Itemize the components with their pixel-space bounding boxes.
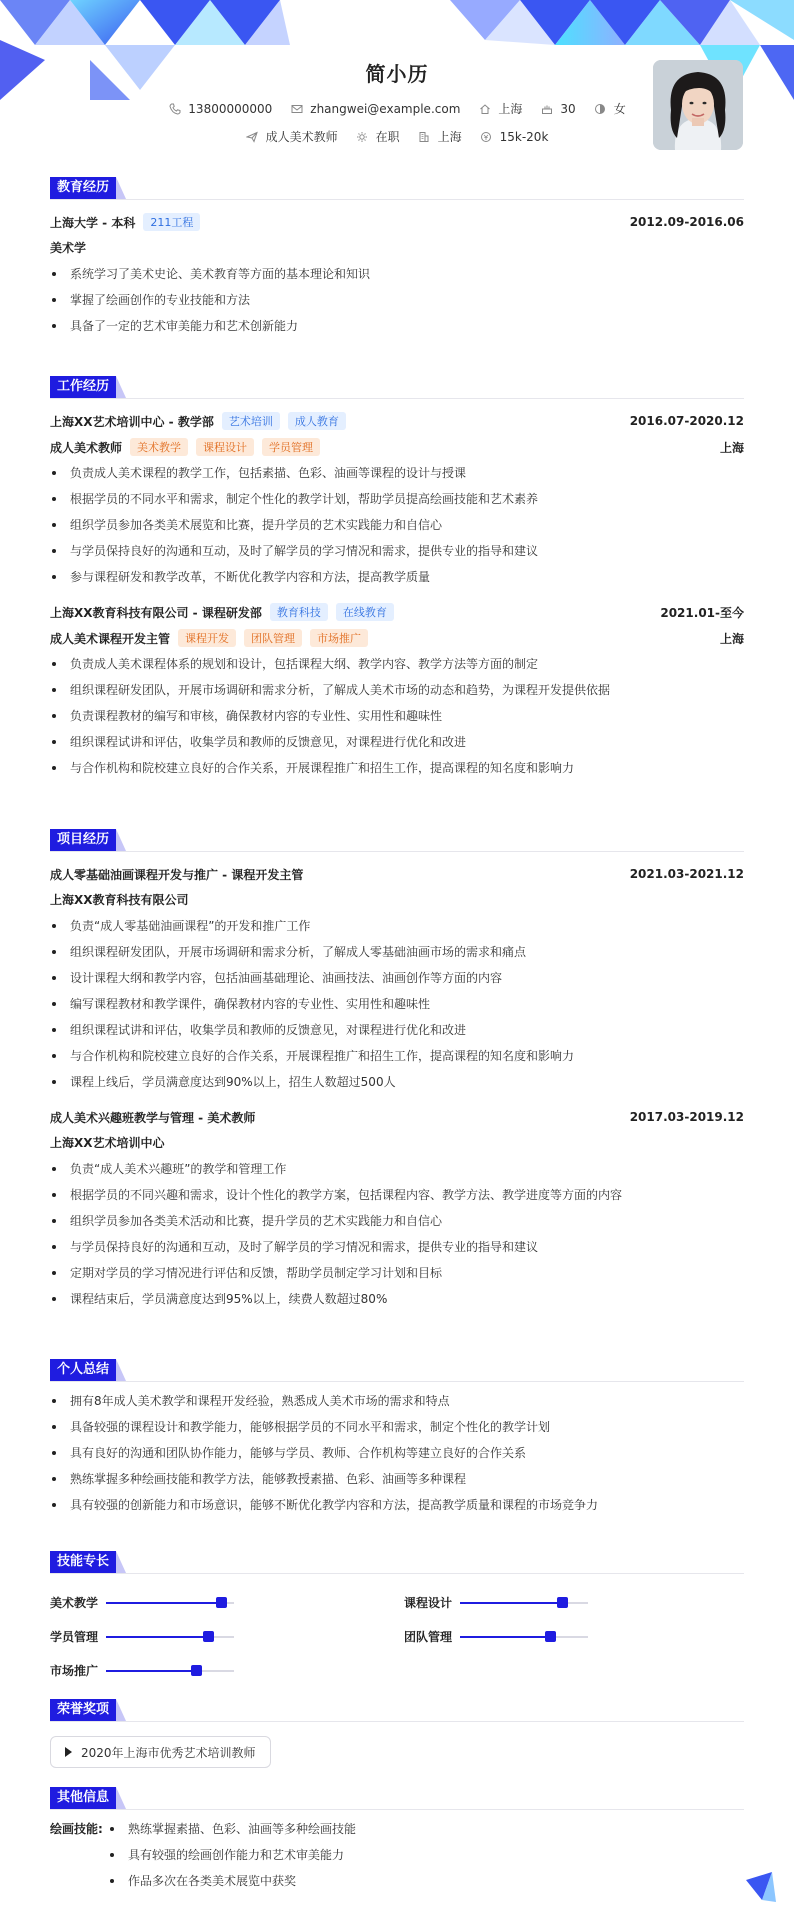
skill-tag: 市场推广 [310,629,368,647]
project-name: 成人美术兴趣班教学与管理 - 美术教师 [50,1110,256,1125]
building-icon [418,130,431,143]
project-list [50,913,744,1095]
list-item: 具备了一定的艺术审美能力和艺术创新能力 [50,313,744,339]
list-item: 负责课程教材的编写和审核，确保教材内容的专业性、实用性和趣味性 [50,703,744,729]
skill-fill [460,1602,562,1604]
list-item: 与学员保持良好的沟通和互动，及时了解学员的学习情况和需求，提供专业的指导和建议 [50,1234,744,1260]
section-title: 个人总结 [50,1359,116,1381]
contact-email-text: zhangwei@example.com [310,101,461,116]
skill-fill [460,1636,550,1638]
skill-bar [106,1636,234,1638]
list-item: 系统学习了美术史论、美术教育等方面的基本理论和知识 [50,261,744,287]
other-section [50,1788,744,1894]
job-duties-list [50,460,744,590]
project-org: 上海XX艺术培训中心 [50,1136,165,1150]
major: 美术学 [50,241,87,255]
list-item: 熟练掌握素描、色彩、油画等多种绘画技能 [108,1816,356,1842]
education-period: 2012.09-2016.06 [629,215,744,229]
contact-age-text: 30 [560,101,576,116]
project-list [50,1156,744,1312]
projects-section [50,830,744,1312]
section-title: 技能专长 [50,1551,116,1573]
corner-decoration [744,1866,780,1906]
company-tag: 在线教育 [336,603,394,621]
salary-icon [480,130,493,143]
list-item: 具有良好的沟通和团队协作能力，能够与学员、教师、合作机构等建立良好的合作关系 [50,1440,744,1466]
list-item: 组织学员参加各类美术展览和比赛，提升学员的艺术实践能力和自信心 [50,512,744,538]
skill-item [404,1594,588,1611]
job-position-row [50,628,744,648]
list-item: 负责“成人美术兴趣班”的教学和管理工作 [50,1156,744,1182]
honors-section [50,1700,744,1768]
contact-status-text: 在职 [375,130,400,144]
summary-title-bar [50,1360,744,1382]
summary-section [50,1360,744,1518]
skill-bar [460,1636,588,1638]
school-name: 上海大学 - 本科 [50,215,136,230]
contact-age [540,102,575,116]
list-item: 参与课程研发和教学改革，不断优化教学内容和方法，提高教学质量 [50,564,744,590]
job-position-row [50,437,744,457]
list-item: 与合作机构和院校建立良好的合作关系，开展课程推广和招生工作，提高课程的知名度和影响力 [50,1043,744,1069]
summary-list [50,1388,744,1518]
award-item [50,1736,271,1768]
skill-bar [106,1670,234,1672]
project-period: 2017.03-2019.12 [629,1110,744,1124]
project-period: 2021.03-2021.12 [629,867,744,881]
list-item: 熟练掌握多种绘画技能和教学方法，能够教授素描、色彩、油画等多种课程 [50,1466,744,1492]
list-item: 掌握了绘画创作的专业技能和方法 [50,287,744,313]
other-label: 绘画技能: [50,1822,103,1836]
gender-icon [594,102,607,115]
list-item: 组织课程试讲和评估，收集学员和教师的反馈意见，对课程进行优化和改进 [50,1017,744,1043]
age-icon [540,102,553,115]
contact-status [356,128,400,145]
section-title: 其他信息 [50,1787,116,1809]
skill-tag: 课程开发 [178,629,236,647]
list-item: 具有较强的绘画创作能力和艺术审美能力 [108,1842,356,1868]
skill-fill [106,1636,208,1638]
list-item: 负责“成人零基础油画课程”的开发和推广工作 [50,913,744,939]
education-list [50,261,744,339]
triangle-icon [65,1747,72,1757]
job-duties-list [50,651,744,781]
contact-salary [480,130,549,144]
list-item: 作品多次在各类美术展览中获奖 [108,1868,356,1894]
project-name: 成人零基础油画课程开发与推广 - 课程开发主管 [50,867,304,882]
education-header-row [50,212,744,232]
list-item: 具有较强的创新能力和市场意识，能够不断优化教学内容和方法，提高教学质量和课程的市场竞争力 [50,1492,744,1518]
section-title: 荣誉奖项 [50,1699,116,1721]
skill-bar [460,1602,588,1604]
list-item: 课程结束后，学员满意度达到95%以上，续费人数超过80% [50,1286,744,1312]
section-title: 教育经历 [50,177,116,199]
skill-knob [191,1665,202,1676]
skill-fill [106,1670,196,1672]
list-item: 根据学员的不同兴趣和需求，设计个性化的教学方案，包括课程内容、教学方法、教学进度等方面的内容 [50,1182,744,1208]
work-section [50,377,744,781]
contact-gender-text: 女 [613,102,626,116]
skill-name: 市场推广 [50,1664,99,1678]
job-period: 2021.01-至今 [660,605,744,620]
project-header-row [50,864,744,884]
list-item: 课程上线后，学员满意度达到90%以上，招生人数超过500人 [50,1069,744,1095]
skill-tag: 学员管理 [262,438,320,456]
job-position: 成人美术教师 [50,440,123,455]
skill-knob [203,1631,214,1642]
contact-email [290,102,460,116]
skill-name: 学员管理 [50,1630,99,1644]
list-item: 负责成人美术课程的教学工作，包括素描、色彩、油画等课程的设计与授课 [50,460,744,486]
job-header-row [50,411,744,431]
contact-position [246,128,338,145]
skill-name: 课程设计 [404,1596,453,1610]
mail-icon [290,102,303,115]
list-item: 组织课程试讲和评估，收集学员和教师的反馈意见，对课程进行优化和改进 [50,729,744,755]
contact-city [478,100,522,117]
job-city: 上海 [719,440,744,455]
contact-phone-text: 13800000000 [188,101,273,116]
send-icon [246,130,259,143]
skill-item [50,1594,234,1611]
phone-icon [168,102,181,115]
contact-gender [594,100,626,117]
project-header-row [50,1107,744,1127]
honors-title-bar [50,1700,744,1722]
other-row [50,1816,744,1894]
skill-bar [106,1602,234,1604]
list-item: 组织课程研发团队，开展市场调研和需求分析，了解成人美术市场的动态和趋势，为课程开发提供依据 [50,677,744,703]
projects-title-bar [50,830,744,852]
skill-knob [216,1597,227,1608]
skill-item [50,1628,234,1645]
contact-city-text: 上海 [498,102,523,116]
contact-phone [168,102,272,116]
list-item: 与合作机构和院校建立良好的合作关系，开展课程推广和招生工作，提高课程的知名度和影响力 [50,755,744,781]
company-tag: 成人教育 [288,412,346,430]
list-item: 与学员保持良好的沟通和互动，及时了解学员的学习情况和需求，提供专业的指导和建议 [50,538,744,564]
education-title-bar [50,178,744,200]
award-text: 2020年上海市优秀艺术培训教师 [81,1745,256,1760]
list-item: 根据学员的不同水平和需求，制定个性化的教学计划，帮助学员提高绘画技能和艺术素养 [50,486,744,512]
company-name: 上海XX教育科技有限公司 - 课程研发部 [50,605,262,620]
skill-name: 团队管理 [404,1630,453,1644]
company-name: 上海XX艺术培训中心 - 教学部 [50,414,214,429]
list-item: 组织课程研发团队，开展市场调研和需求分析，了解成人零基础油画市场的需求和痛点 [50,939,744,965]
job-header-row [50,602,744,622]
skill-tag: 美术教学 [130,438,188,456]
contact-work-city [418,128,462,145]
skills-title-bar [50,1552,744,1574]
skill-knob [557,1597,568,1608]
section-title: 工作经历 [50,376,116,398]
work-title-bar [50,377,744,399]
skill-tag: 团队管理 [244,629,302,647]
home-icon [478,102,491,115]
skills-section [50,1552,744,1574]
contact-work-city-text: 上海 [437,130,462,144]
skill-fill [106,1602,221,1604]
job-city: 上海 [719,631,744,646]
list-item: 负责成人美术课程体系的规划和设计，包括课程大纲、教学内容、教学方法等方面的制定 [50,651,744,677]
skill-knob [545,1631,556,1642]
skill-tag: 课程设计 [196,438,254,456]
education-section [50,178,744,339]
skill-item [50,1662,234,1679]
contact-position-text: 成人美术教师 [265,130,338,144]
other-title-bar [50,1788,744,1810]
list-item: 编写课程教材和教学课件，确保教材内容的专业性、实用性和趣味性 [50,991,744,1017]
skill-item [404,1628,588,1645]
list-item: 组织学员参加各类美术活动和比赛，提升学员的艺术实践能力和自信心 [50,1208,744,1234]
list-item: 设计课程大纲和教学内容，包括油画基础理论、油画技法、油画创作等方面的内容 [50,965,744,991]
resume-name: 简小历 [365,62,429,86]
avatar [653,60,743,150]
company-tag: 教育科技 [270,603,328,621]
job-period: 2016.07-2020.12 [629,414,744,428]
job-position: 成人美术课程开发主管 [50,631,171,646]
skill-name: 美术教学 [50,1596,99,1610]
company-tag: 艺术培训 [222,412,280,430]
section-title: 项目经历 [50,829,116,851]
other-list [108,1816,356,1894]
project-org: 上海XX教育科技有限公司 [50,893,189,907]
list-item: 具备较强的课程设计和教学能力，能够根据学员的不同水平和需求，制定个性化的教学计划 [50,1414,744,1440]
list-item: 定期对学员的学习情况进行评估和反馈，帮助学员制定学习计划和目标 [50,1260,744,1286]
school-tag: 211工程 [143,213,200,231]
list-item: 拥有8年成人美术教学和课程开发经验，熟悉成人美术市场的需求和特点 [50,1388,744,1414]
status-icon [356,130,369,143]
contact-salary-text: 15k-20k [499,129,549,144]
